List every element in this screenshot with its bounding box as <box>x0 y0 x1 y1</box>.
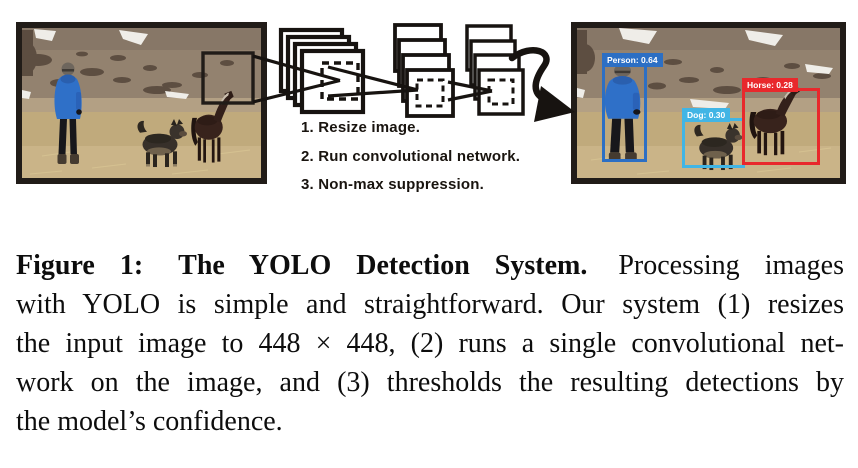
input-photo-scene <box>22 28 261 178</box>
pipeline-step-3: 3. Non-max suppression. <box>301 176 484 193</box>
pipeline-step-list <box>301 114 520 200</box>
feature-map-stack-1 <box>281 30 363 112</box>
output-photo <box>571 22 846 184</box>
feature-map-stack-3 <box>467 26 523 114</box>
figure-caption <box>16 246 844 441</box>
detection-label-person: Person: 0.64 <box>602 53 663 68</box>
detection-label-dog: Dog: 0.30 <box>682 108 730 123</box>
input-photo <box>16 22 267 184</box>
pipeline-step-2: 2. Run convolutional network. <box>301 147 521 165</box>
detection-box-horse <box>742 79 820 165</box>
pipeline-step-1: 1. Resize image. <box>301 119 421 136</box>
receptive-field-box-3 <box>489 80 513 104</box>
caption-line-3: the input image to 448 × 448, (2) runs a single convolutional net- <box>16 328 844 359</box>
receptive-field-box-2 <box>417 80 443 106</box>
figure-number-label: Figure 1: <box>16 250 144 281</box>
squiggly-arrow-icon <box>512 50 575 122</box>
detection-box-person <box>602 54 658 162</box>
detection-label-horse: Horse: 0.28 <box>742 78 798 93</box>
receptive-field-box-1 <box>322 63 358 99</box>
projection-lines <box>253 56 492 102</box>
caption-line-5: the model’s confidence. <box>16 406 283 437</box>
caption-line-1 <box>16 246 844 285</box>
figure-title: The YOLO Detection System. <box>178 250 588 281</box>
caption-line-2: with YOLO is simple and straightforward. Our system (1) resizes <box>16 289 844 320</box>
caption-line-4: work on the image, and (3) thresholds the resulting detections by <box>16 367 844 398</box>
caption-text: Processing images <box>618 250 845 281</box>
detection-box-dog <box>682 109 745 168</box>
feature-map-stack-2 <box>395 25 453 116</box>
